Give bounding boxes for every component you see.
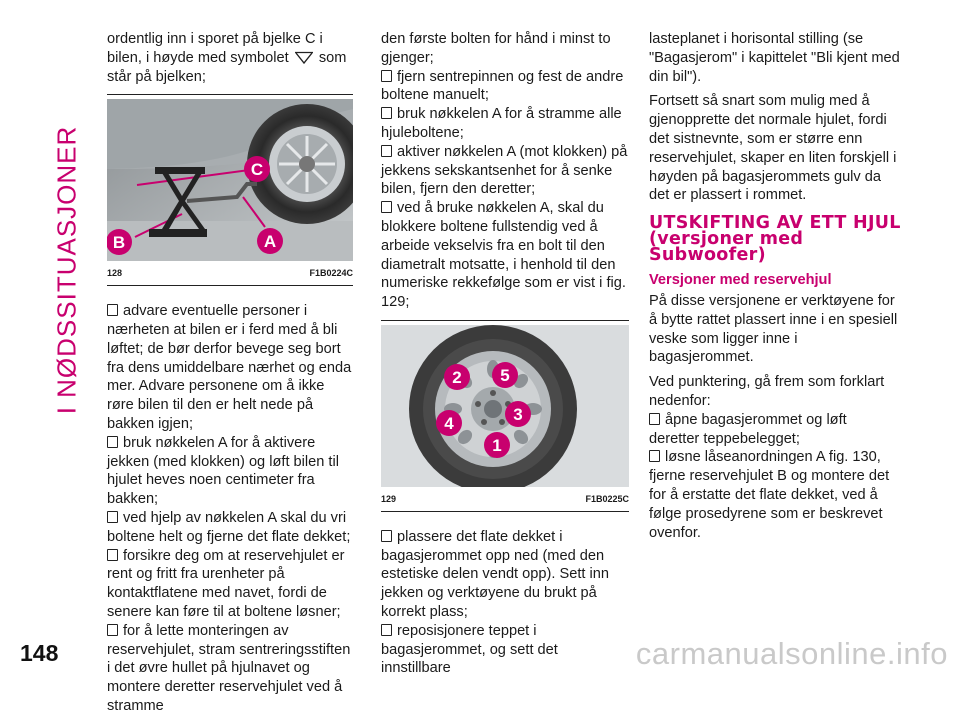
list-item: bruk nøkkelen A for å stramme alle hjuleboltene; (381, 106, 622, 141)
watermark: carmanualsonline.info (635, 636, 948, 671)
bolt-label-1: 1 (492, 435, 502, 455)
column-1 (107, 30, 353, 716)
side-section-title: I NØDSSITUASJONER (51, 125, 82, 415)
body-paragraph: På disse versjonene er verktøyene for å bytte rattet plassert inne i en spesiell veske som ligger inne i bagasjerommet. (649, 292, 898, 366)
list-item: åpne bagasjerommet og løft deretter teppebelegget; (649, 411, 847, 447)
intro-paragraph: ordentlig inn i sporet på bjelke C i bilen, i høyde med symbolet som står på bjelken; (107, 31, 347, 85)
checkbox-bullet-icon (649, 413, 660, 425)
checkbox-bullet-icon (381, 624, 392, 636)
list-item: plassere det flate dekket i bagasjerommet opp ned (med den estetiske delen vendt opp). Sett inn jekken og verktøyene du brukt på korrekt plass; (381, 528, 609, 620)
bolt-label-5: 5 (500, 365, 510, 385)
jack-point-symbol-icon (293, 51, 315, 65)
column-2 (381, 30, 629, 678)
section-title: UTSKIFTING AV ETT HJUL (versjoner med Subwoofer) (649, 213, 901, 266)
figure-number: 129 (381, 493, 397, 504)
jack-illustration (107, 99, 353, 261)
checkbox-bullet-icon (107, 624, 118, 636)
body-paragraph: Fortsett så snart som mulig med å gjenopprette det normale hjulet, fordi det sistnevnte, som er større enn reservehjulet, skaper en liten forskjell i høyden på bagasjerommets gulv da det er plassert i rommet. (649, 93, 897, 204)
figure-code: F1B0225C (585, 493, 629, 504)
checkbox-bullet-icon (107, 549, 118, 561)
checkbox-bullet-icon (649, 450, 660, 462)
list-item: fjern sentrepinnen og fest de andre boltene manuelt; (381, 68, 624, 104)
list-item: ved å bruke nøkkelen A, skal du blokkere boltene fullstendig ved å arbeide vekselvis fra en bolt til den diametralt motsatte, i henhold til den numeriske rekkefølge som er vist i fig. 129; (381, 200, 626, 311)
figure-128 (107, 94, 353, 286)
intro-paragraph: den første bolten for hånd i minst to gjenger; (381, 31, 611, 66)
checkbox-bullet-icon (381, 70, 392, 82)
body-paragraph: Ved punktering, gå frem som forklart nedenfor: (649, 374, 885, 409)
checkbox-bullet-icon (107, 436, 118, 448)
list-item: løsne låseanordningen A fig. 130, fjerne reservehjulet B og montere det for å erstatte det flate dekket, ved å følge prosedyrene som er beskrevet ovenfor. (649, 449, 890, 541)
list-item: for å lette monteringen av reservehjulet, stram sentreringsstiften i det øvre hullet på hjulnavet og montere deretter reservehjulet ved å stramme (107, 622, 351, 714)
bolt-label-2: 2 (452, 367, 462, 387)
list-item: forsikre deg om at reservehjulet er rent og fritt fra urenheter på kontaktflatene med navet, fordi de senere kan føre til at boltene løsner; (107, 547, 345, 620)
list-item: aktiver nøkkelen A (mot klokken) på jekkens sekskantsenhet for å senke bilen, fjern den deretter; (381, 143, 628, 198)
figure-label-c: C (250, 160, 264, 180)
checkbox-bullet-icon (381, 145, 392, 157)
checkbox-bullet-icon (107, 511, 118, 523)
list-item: bruk nøkkelen A for å aktivere jekken (med klokken) og løft bilen til hjulet heves noen centimeter fra bakken; (107, 434, 339, 508)
checkbox-bullet-icon (381, 201, 392, 213)
bolt-label-4: 4 (444, 413, 454, 433)
list-item: advare eventuelle personer i nærheten at bilen er i ferd med å bli løftet; de bør derfor bevege seg bort fra dens umiddelbare nærhet og enda mer. Advare personene om å ikke røre bilen til den er helt nede på bakken igjen; (107, 303, 352, 432)
checkbox-bullet-icon (381, 530, 392, 542)
page-number: 148 (20, 640, 59, 666)
intro-paragraph: lasteplanet i horisontal stilling (se "Bagasjerom" i kapittelet "Bli kjent med din bil"). (649, 31, 900, 85)
figure-number: 128 (107, 268, 123, 279)
figure-label-a: A (263, 232, 277, 252)
spare-wheel-illustration (381, 325, 629, 487)
checkbox-bullet-icon (107, 304, 118, 316)
bolt-label-3: 3 (513, 404, 523, 424)
figure-code: F1B0224C (309, 268, 353, 279)
list-item: ved hjelp av nøkkelen A skal du vri boltene helt og fjerne det flate dekket; (107, 509, 351, 545)
figure-129 (381, 320, 629, 512)
checkbox-bullet-icon (381, 107, 392, 119)
subsection-title: Versjoner med reservehjul (649, 272, 832, 289)
column-3 (649, 30, 901, 542)
list-item: reposisjonere teppet i bagasjerommet, og sett det innstillbare (381, 622, 558, 677)
figure-label-b: B (112, 233, 126, 253)
